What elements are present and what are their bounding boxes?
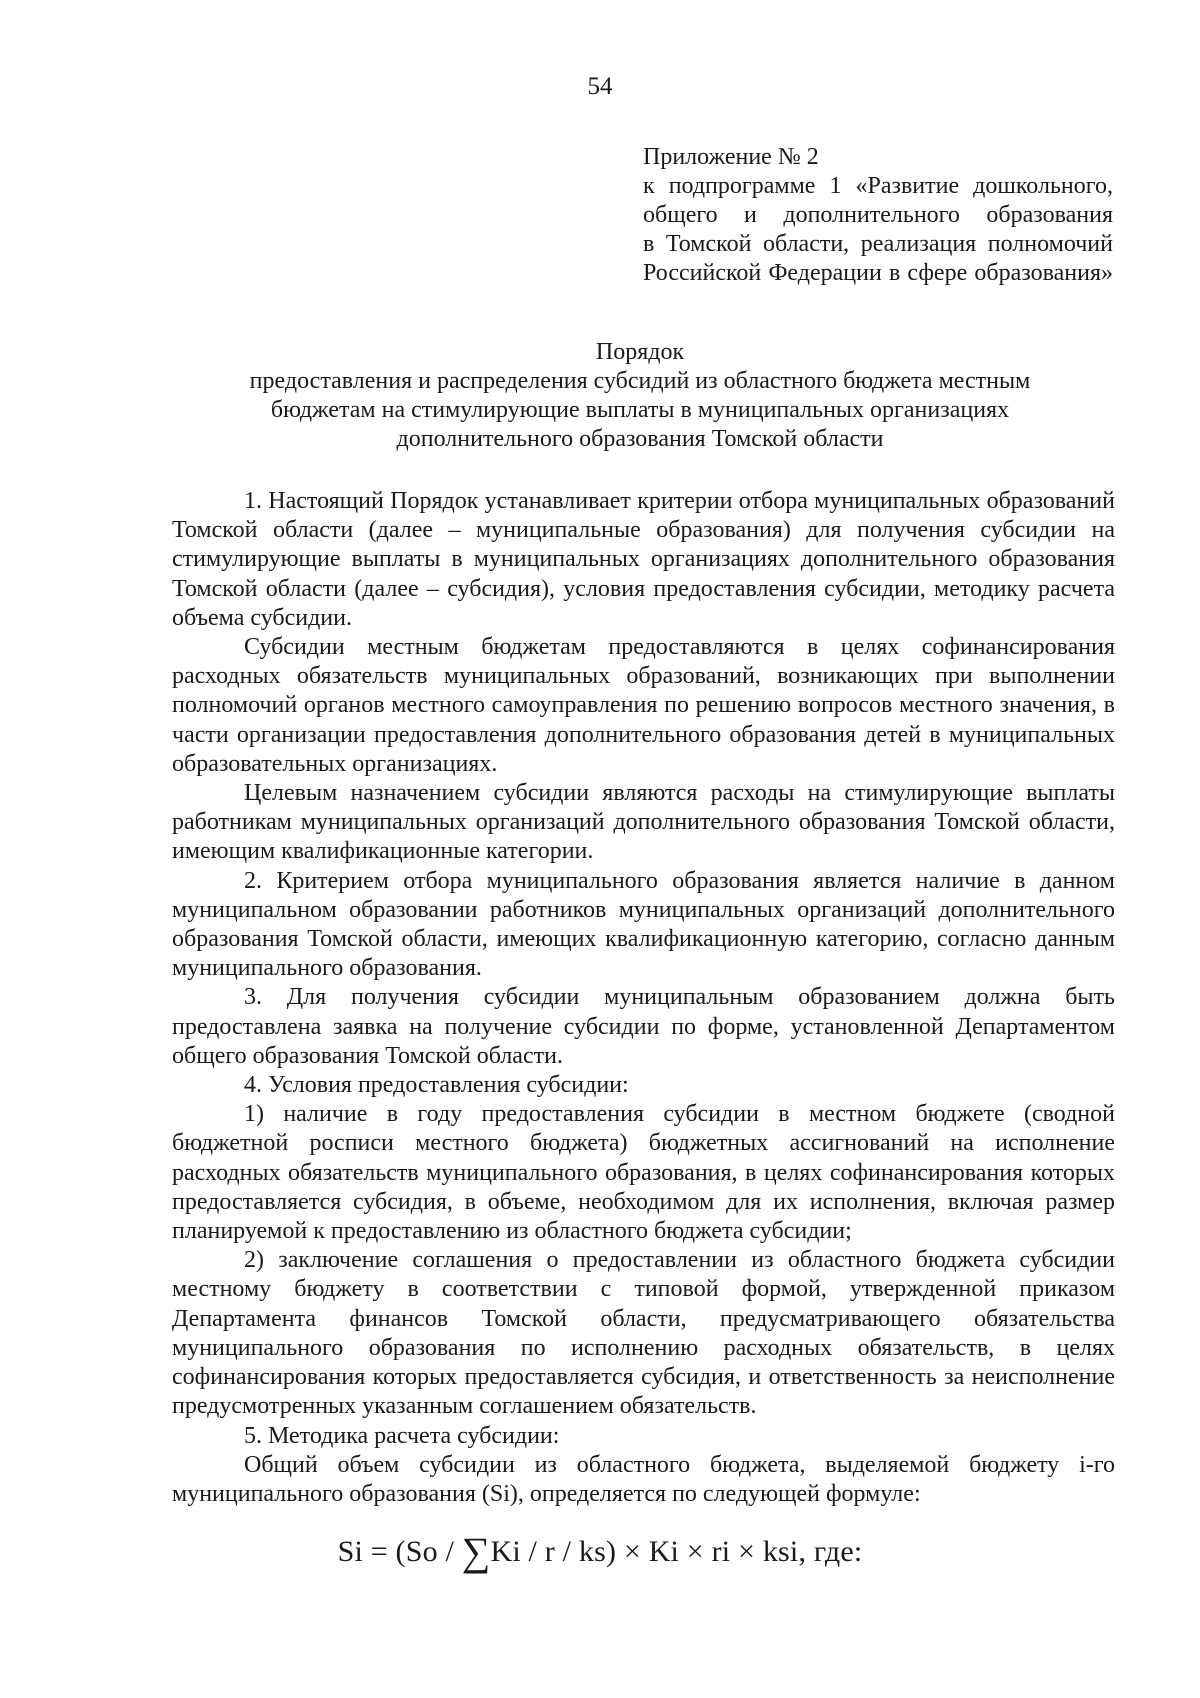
document-body (172, 487, 1115, 1509)
document-title (160, 338, 1120, 454)
title-line: бюджетам на стимулирующие выплаты в муниципальных организациях (270, 397, 1010, 423)
title-line: дополнительного образования Томской области (396, 426, 884, 452)
paragraph: 3. Для получения субсидии муниципальным образованием должна быть предоставлена заявка на получение субсидии по форме, установленной Департаментом общего образования Томской области. (172, 984, 1115, 1069)
paragraph: 2) заключение соглашения о предоставлении из областного бюджета субсидии местному бюджету в соответствии с типовой формой, утвержденной приказом Департамента финансов Томской области, предусматривающего обязательства муниципального образования по исполнению расходных обязательств, в целях софинансирования которых предоставляется субсидия, и ответственность за неисполнение предусмотренных указанным соглашением обязательств. (172, 1247, 1115, 1420)
appendix-line: Приложение № 2 (643, 144, 819, 170)
paragraph: 1) наличие в году предоставления субсидии в местном бюджете (сводной бюджетной росписи местного бюджета) бюджетных ассигнований на исполнение расходных обязательств муниципального образования, в целях софинансирования которых предоставляется субсидия, в объеме, необходимом для их исполнения, включая размер планируемой к предоставлению из областного бюджета субсидии; (172, 1101, 1115, 1245)
title-line: Порядок (595, 339, 685, 365)
paragraph: 4. Условия предоставления субсидии: (244, 1072, 629, 1099)
paragraph: Субсидии местным бюджетам предоставляются в целях софинансирования расходных обязательств муниципальных образований, возникающих при выполнении полномочий органов местного самоуправления по решению вопросов местного значения, в части организации предоставления дополнительного образования детей в муниципальных образовательных организациях. (172, 634, 1115, 777)
paragraph: 2. Критерием отбора муниципального образования является наличие в данном муниципальном образовании работников муниципальных организаций дополнительного образования Томской области, имеющих квалификационную категорию, согласно данным муниципального образования. (172, 867, 1115, 982)
sum-symbol: ∑ (461, 1529, 491, 1574)
appendix-line: общего и дополнительного образования (643, 202, 1113, 228)
appendix-header (643, 143, 1113, 288)
appendix-line: к подпрограмме 1 «Развитие дошкольного, (643, 173, 1113, 199)
paragraph: Общий объем субсидии из областного бюджета, выделяемой бюджету i-го муниципального образования (Si), определяется по следующей формуле: (172, 1451, 1115, 1507)
page-number: 54 (587, 73, 613, 100)
appendix-line: в Томской области, реализация полномочий (643, 231, 1113, 257)
title-line: предоставления и распределения субсидий из областного бюджета местным (249, 368, 1031, 394)
subsidy-formula (0, 1529, 1200, 1574)
paragraph: 5. Методика расчета субсидии: (244, 1422, 560, 1449)
formula-left: Si = (So / (337, 1535, 462, 1568)
appendix-line: Российской Федерации в сфере образования» (643, 260, 1113, 286)
paragraph: 1. Настоящий Порядок устанавливает критерии отбора муниципальных образований Томской области (далее – муниципальные образования) для получения субсидии на стимулирующие выплаты в муниципальных организациях дополнительного образования Томской области (далее – субсидия), условия предоставления субсидии, методику расчета объема субсидии. (172, 488, 1115, 631)
paragraph: Целевым назначением субсидии являются расходы на стимулирующие выплаты работникам муниципальных организаций дополнительного образования Томской области, имеющим квалификационные категории. (172, 780, 1115, 865)
formula-right: Ki / r / ks) × Ki × ri × ksi, где: (490, 1535, 863, 1568)
